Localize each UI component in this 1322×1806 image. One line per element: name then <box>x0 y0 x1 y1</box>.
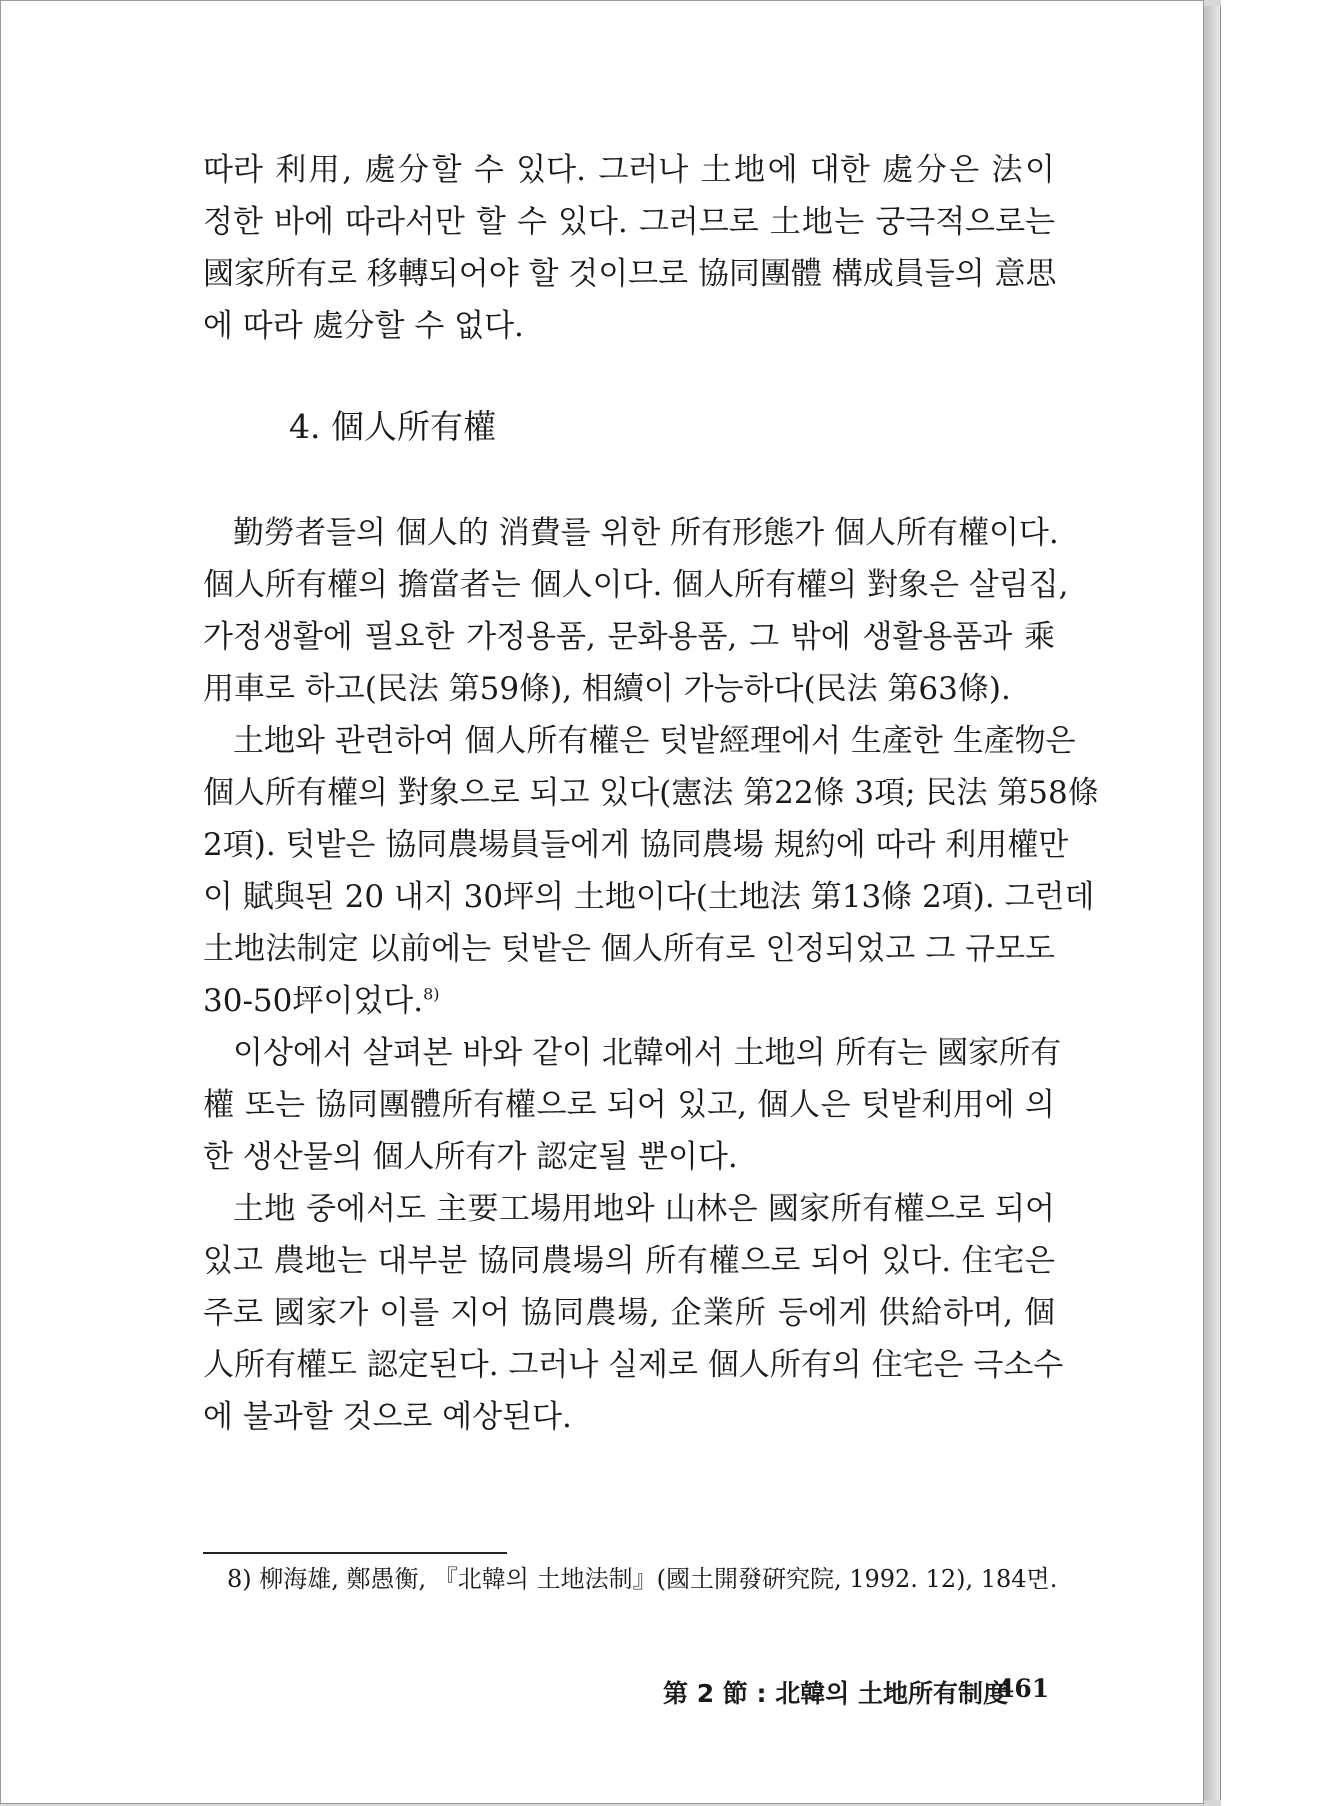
page-number: 461 <box>997 1674 1050 1703</box>
body-line: 정한 바에 따라서만 할 수 있다. 그러므로 土地는 궁극적으로는 <box>203 204 1055 240</box>
body-line: 에 따라 處分할 수 없다. <box>203 308 524 344</box>
body-line: 土地와 관련하여 個人所有權은 텃밭經理에서 生產한 生產物은 <box>233 723 1076 759</box>
body-line: 人所有權도 認定된다. 그러나 실제로 個人所有의 住宅은 극소수 <box>203 1347 1064 1383</box>
body-line: 土地法制定 以前에는 텃밭은 個人所有로 인정되었고 그 규모도 <box>203 931 1055 967</box>
running-footer-title: 第 2 節 : 北韓의 土地所有制度 <box>663 1679 1009 1708</box>
body-line: 가정생활에 필요한 가정용품, 문화용품, 그 밖에 생활용품과 乘 <box>203 619 1055 655</box>
section-heading: 4. 個人所有權 <box>289 407 496 446</box>
background-strip <box>1221 0 1322 1806</box>
footnote-reference[interactable]: 8) <box>423 984 440 1004</box>
body-line: 따라 利用, 處分할 수 있다. 그러나 土地에 대한 處分은 法이 <box>203 152 1055 188</box>
footnote: 8) 柳海雄, 鄭愚衡, 『北韓의 土地法制』(國土開發硏究院, 1992. 12), 184면. <box>227 1565 1058 1593</box>
body-line: 土地 중에서도 主要工場用地와 山林은 國家所有權으로 되어 <box>233 1191 1055 1227</box>
body-line: 이상에서 살펴본 바와 같이 北韓에서 土地의 所有는 國家所有 <box>233 1035 1062 1071</box>
body-line: 個人所有權의 擔當者는 個人이다. 個人所有權의 對象은 살림집, <box>203 567 1069 603</box>
body-line: 에 불과할 것으로 예상된다. <box>203 1399 572 1435</box>
body-line: 勤勞者들의 個人的 消費를 위한 所有形態가 個人所有權이다. <box>233 515 1059 551</box>
body-line-text: 30-50坪이었다. <box>203 983 424 1019</box>
body-line: 權 또는 協同團體所有權으로 되어 있고, 個人은 텃밭利用에 의 <box>203 1087 1055 1123</box>
body-line: 주로 國家가 이를 지어 協同農場, 企業所 등에게 供給하며, 個 <box>203 1295 1055 1331</box>
body-line: 2項). 텃밭은 協同農場員들에게 協同農場 規約에 따라 利用權만 <box>203 827 1069 863</box>
body-line: 있고 農地는 대부분 協同農場의 所有權으로 되어 있다. 住宅은 <box>203 1243 1055 1279</box>
body-line: 한 생산물의 個人所有가 認定될 뿐이다. <box>203 1139 738 1175</box>
body-line: 個人所有權의 對象으로 되고 있다(憲法 第22條 3項; 民法 第58條 <box>203 775 1099 811</box>
body-line: 用車로 하고(民法 第59條), 相續이 가능하다(民法 第63條). <box>203 671 1011 707</box>
footnote-divider <box>203 1552 507 1554</box>
body-line: 이 賦與된 20 내지 30坪의 土地이다(土地法 第13條 2項). 그런데 <box>203 879 1095 915</box>
body-line <box>203 975 1055 1027</box>
body-line: 國家所有로 移轉되어야 할 것이므로 協同團體 構成員들의 意思 <box>203 256 1057 292</box>
page-edge-shadow <box>1204 6 1221 1800</box>
